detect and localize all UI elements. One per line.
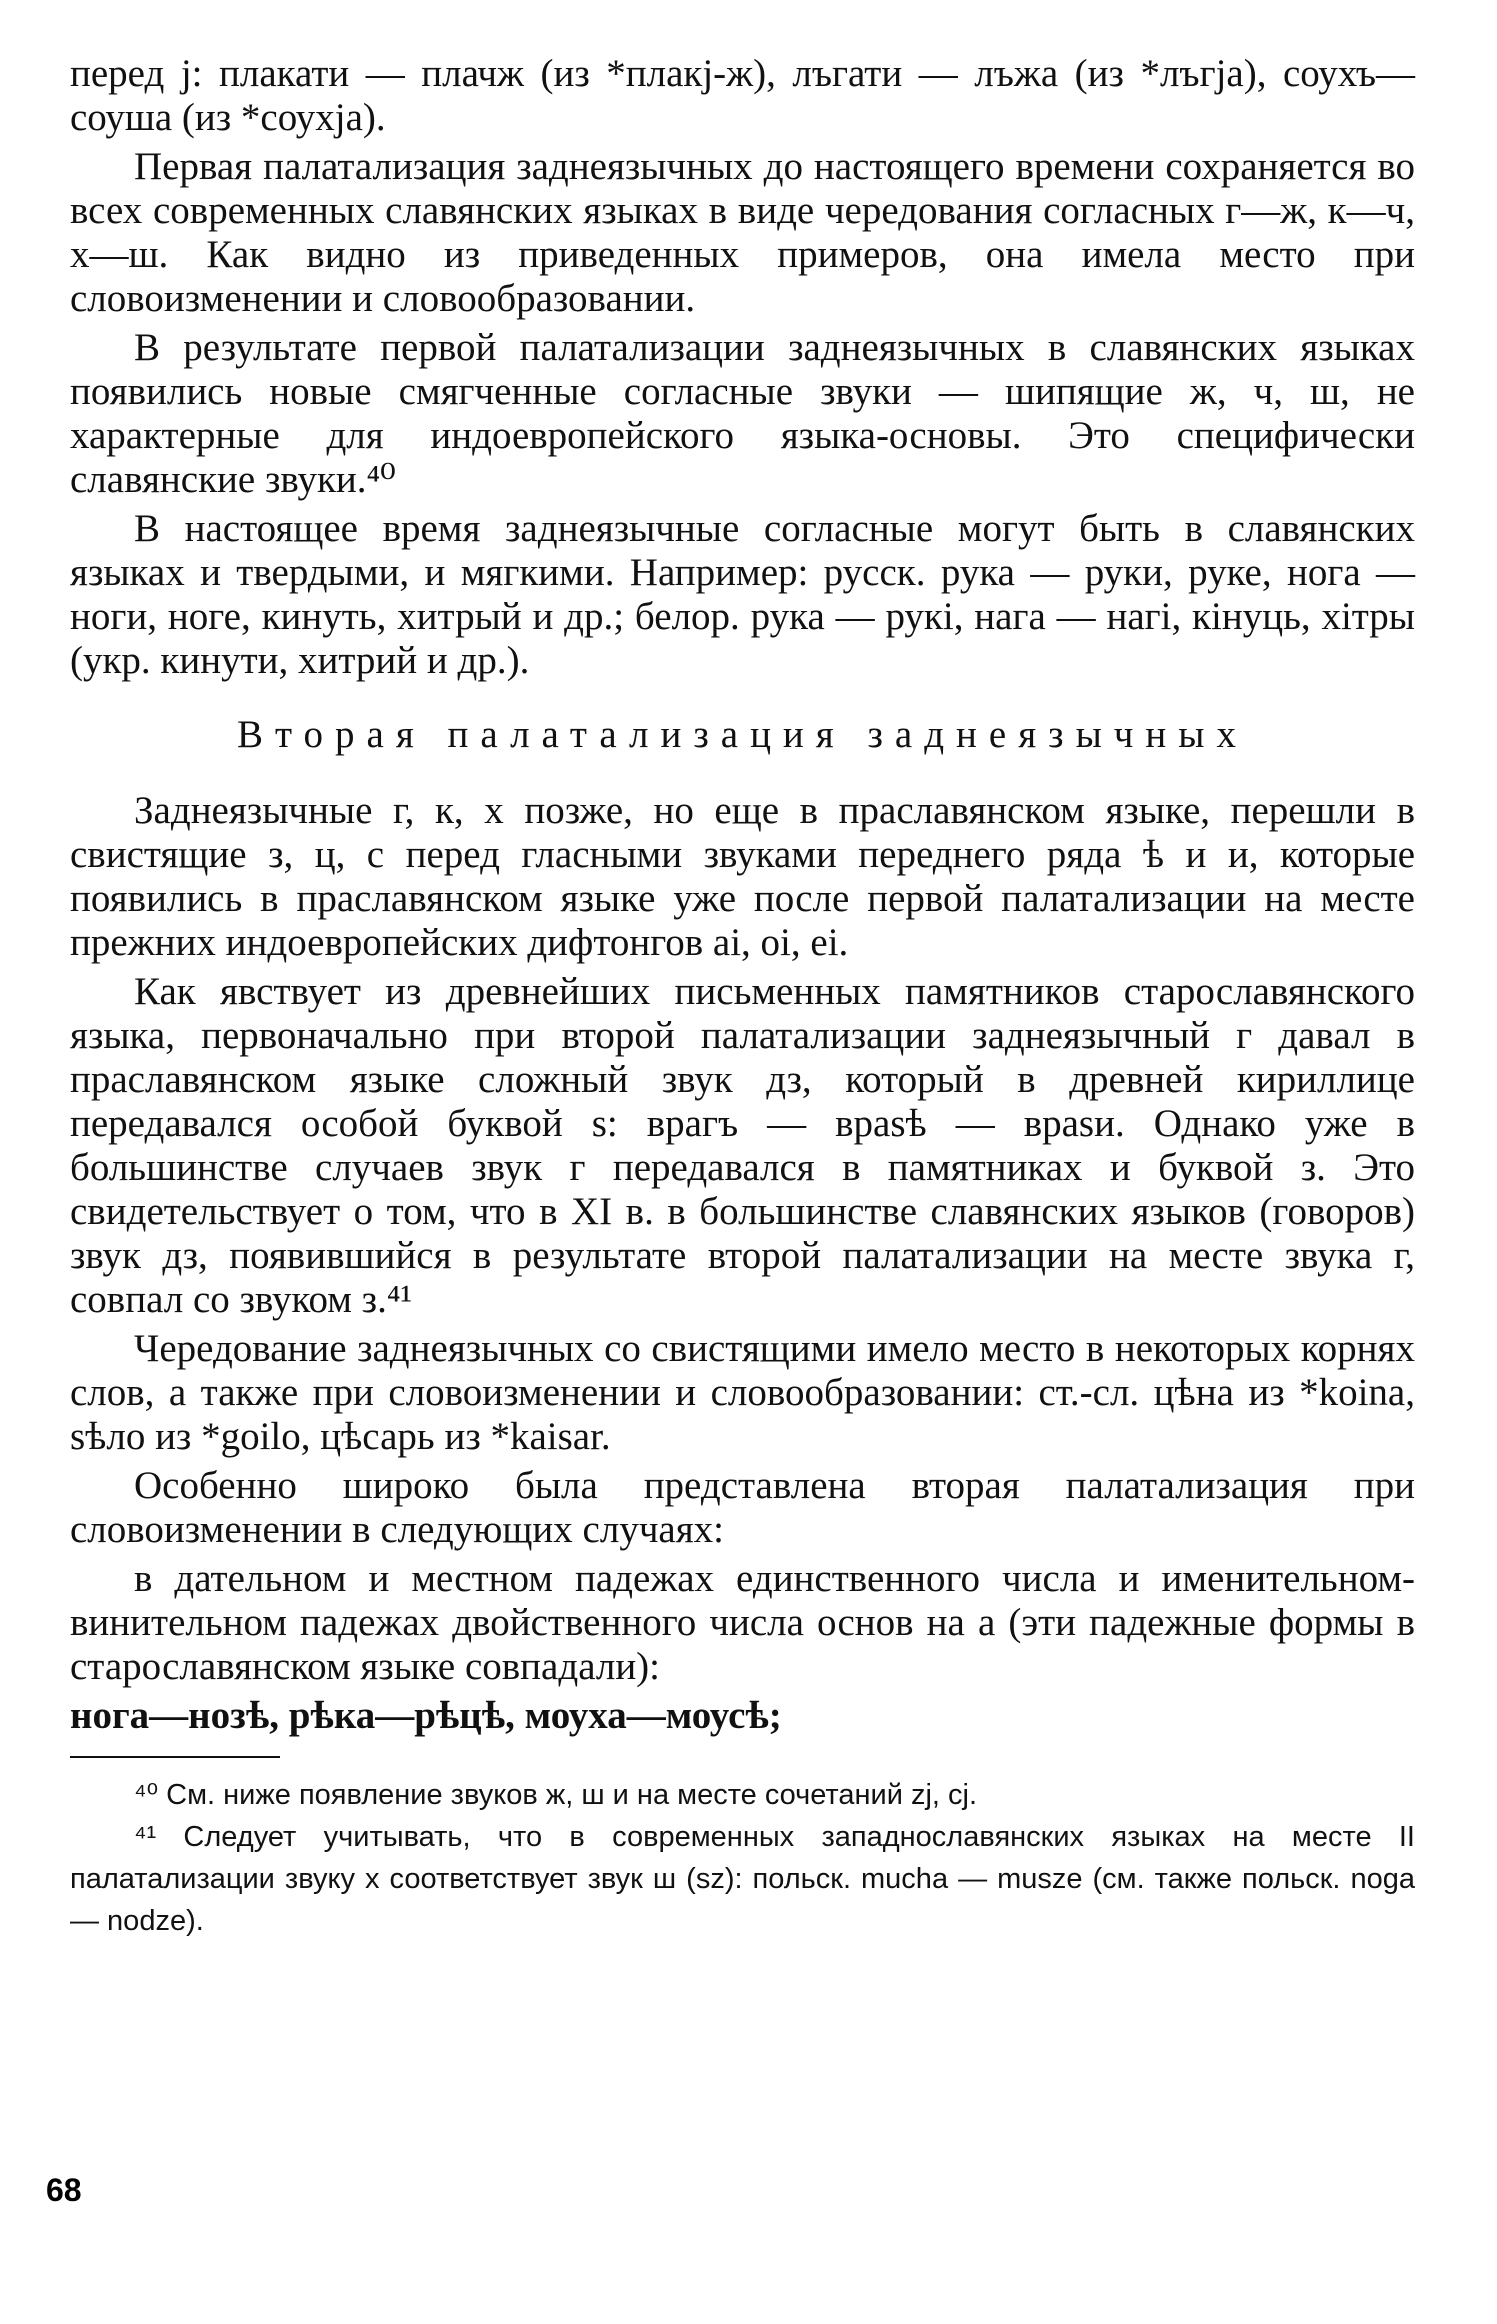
paragraph-8: Особенно широко была представлена вторая палатализация при словоизменении в следующих случаях: — [70, 1464, 1415, 1551]
paragraph-4: В настоящее время заднеязычные согласные могут быть в славянских языках и твердыми, и мягкими. Например: русск. рука — руки, руке, нога — ноги, ноге, кинуть, хитрый и др.; белор. рука — рукі, нага — нагі, кінуць, хітры (укр. кинути, хитрий и др.). — [70, 507, 1415, 682]
paragraph-6: Как явствует из древнейших письменных памятников старославянского языка, первоначально при второй палатализации заднеязычный г давал в праславянском языке сложный звук дз, который в древней кириллице передавался особой буквой ѕ: врагъ — враѕѣ — враѕи. Однако уже в большинстве случаев звук г передавался в памятниках и буквой з. Это свидетельствует о том, что в XI в. в большинстве славянских языков (говоров) звук дз, появившийся в результате второй палатализации на месте звука г, совпал со звуком з.⁴¹ — [70, 970, 1415, 1321]
footnotes — [70, 1774, 1415, 1942]
page-body — [70, 52, 1415, 1942]
paragraph-7: Чередование заднеязычных со свистящими имело место в некоторых корнях слов, а также при словоизменении и словообразовании: ст.-сл. цѣна из *koina, ѕѣло из *goilo, цѣсарь из *kaisar. — [70, 1327, 1415, 1458]
footnote-40: ⁴⁰ См. ниже появление звуков ж, ш и на месте сочетаний zj, cj. — [134, 1779, 978, 1811]
paragraph-3: В результате первой палатализации заднеязычных в славянских языках появились новые смягченные согласные звуки — шипящие ж, ч, ш, не характерные для индоевропейского языка-основы. Это специфически славянские звуки.⁴⁰ — [70, 326, 1415, 501]
page-number: 68 — [46, 2172, 82, 2208]
paragraph-9: в дательном и местном падежах единственного числа и именительном-винительном падежах двойственного числа основ на а (эти падежные формы в старославянском языке совпадали): — [70, 1557, 1415, 1688]
paragraph-examples: нога—нозѣ, рѣка—рѣцѣ, моуха—моусѣ; — [70, 1694, 782, 1737]
paragraph-2: Первая палатализация заднеязычных до настоящего времени сохраняется во всех современных славянских языках в виде чередования согласных г—ж, к—ч, х—ш. Как видно из приведенных примеров, она имела место при словоизменении и словообразовании. — [70, 145, 1415, 320]
footnote-divider — [70, 1756, 280, 1758]
footnote-41: ⁴¹ Следует учитывать, что в современных западнославянских языках на месте II палатализации звуку х соответствует звук ш (sz): польск. mucha — musze (см. также польск. noga — nodze). — [70, 1821, 1415, 1937]
paragraph-1: перед j: плакати — плачж (из *плакj-ж), лъгати — лъжа (из *лъгjа), соухъ—соуша (из *соухjа). — [70, 52, 1415, 139]
section-heading: Вторая палатализация заднеязычных — [237, 713, 1248, 756]
paragraph-5: Заднеязычные г, к, х позже, но еще в праславянском языке, перешли в свистящие з, ц, с перед гласными звуками переднего ряда ѣ и и, которые появились в праславянском языке уже после первой палатализации на месте прежних индоевропейских дифтонгов ai, oi, ei. — [70, 789, 1415, 964]
